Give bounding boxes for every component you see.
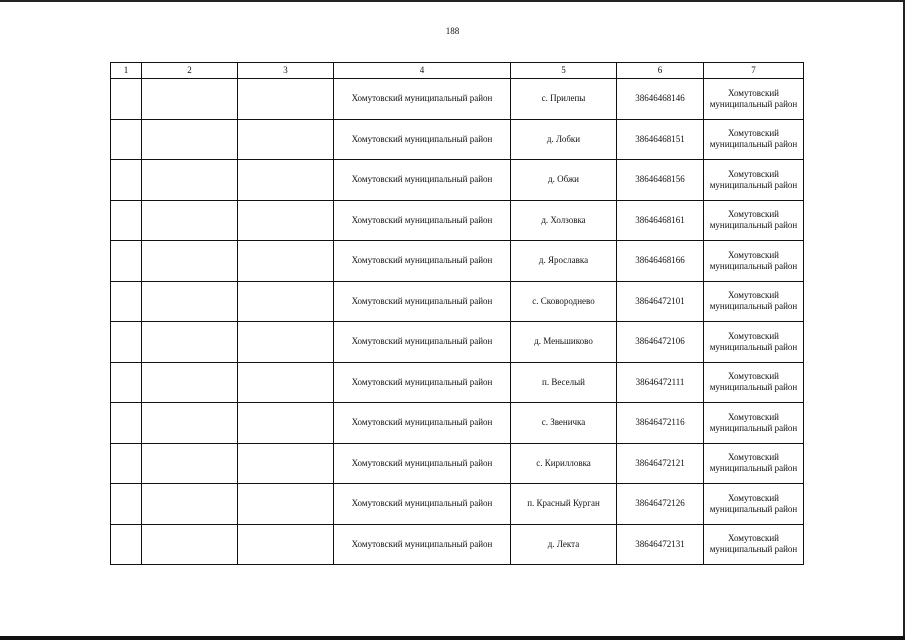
region-line-1: Хомутовский (728, 168, 779, 179)
cell-col-3 (238, 79, 334, 120)
code-cell: 38646472131 (617, 524, 704, 565)
cell-col-1 (111, 200, 142, 241)
cell-col-3 (238, 484, 334, 525)
region-line-1: Хомутовский (728, 330, 779, 341)
column-number-4: 4 (334, 63, 511, 79)
cell-col-3 (238, 524, 334, 565)
settlements-table (110, 62, 804, 565)
region-line-2: муниципальный район (709, 98, 798, 109)
region-cell (704, 484, 804, 525)
code-cell: 38646468151 (617, 119, 704, 160)
table-row (111, 200, 804, 241)
table-row (111, 322, 804, 363)
cell-col-2 (142, 403, 238, 444)
column-number-7: 7 (704, 63, 804, 79)
column-number-5: 5 (511, 63, 617, 79)
region-cell (704, 241, 804, 282)
region-line-2: муниципальный район (709, 422, 798, 433)
district-cell: Хомутовский муниципальный район (334, 200, 511, 241)
table-row (111, 403, 804, 444)
cell-col-2 (142, 119, 238, 160)
region-line-2: муниципальный район (709, 220, 798, 231)
cell-col-2 (142, 322, 238, 363)
district-cell: Хомутовский муниципальный район (334, 443, 511, 484)
region-line-2: муниципальный район (709, 544, 798, 555)
region-cell (704, 322, 804, 363)
cell-col-3 (238, 160, 334, 201)
column-number-3: 3 (238, 63, 334, 79)
cell-col-2 (142, 79, 238, 120)
region-line-2: муниципальный район (709, 463, 798, 474)
code-cell: 38646472111 (617, 362, 704, 403)
code-cell: 38646468146 (617, 79, 704, 120)
district-cell: Хомутовский муниципальный район (334, 484, 511, 525)
cell-col-3 (238, 362, 334, 403)
scan-edge-bottom (0, 636, 905, 640)
cell-col-1 (111, 281, 142, 322)
column-number-1: 1 (111, 63, 142, 79)
column-number-2: 2 (142, 63, 238, 79)
cell-col-3 (238, 403, 334, 444)
code-cell: 38646468161 (617, 200, 704, 241)
settlement-cell: с. Сковороднево (511, 281, 617, 322)
region-cell (704, 160, 804, 201)
code-cell: 38646472116 (617, 403, 704, 444)
region-cell (704, 403, 804, 444)
region-line-1: Хомутовский (728, 533, 779, 544)
region-cell (704, 79, 804, 120)
cell-col-2 (142, 160, 238, 201)
region-line-1: Хомутовский (728, 452, 779, 463)
scan-edge-top (0, 0, 905, 2)
cell-col-1 (111, 362, 142, 403)
region-cell (704, 200, 804, 241)
table-row (111, 241, 804, 282)
district-cell: Хомутовский муниципальный район (334, 119, 511, 160)
settlement-cell: д. Меньшиково (511, 322, 617, 363)
table-header (111, 63, 804, 79)
code-cell: 38646472101 (617, 281, 704, 322)
cell-col-3 (238, 241, 334, 282)
code-cell: 38646472126 (617, 484, 704, 525)
cell-col-2 (142, 281, 238, 322)
settlement-cell: с. Звеничка (511, 403, 617, 444)
region-line-1: Хомутовский (728, 128, 779, 139)
settlement-cell: с. Кирилловка (511, 443, 617, 484)
code-cell: 38646472106 (617, 322, 704, 363)
table-row (111, 443, 804, 484)
table-row (111, 484, 804, 525)
cell-col-1 (111, 160, 142, 201)
page-number: 188 (445, 26, 460, 36)
table-body (111, 79, 804, 565)
cell-col-1 (111, 524, 142, 565)
column-number-6: 6 (617, 63, 704, 79)
cell-col-3 (238, 119, 334, 160)
region-line-2: муниципальный район (709, 382, 798, 393)
cell-col-3 (238, 281, 334, 322)
region-cell (704, 281, 804, 322)
region-line-2: муниципальный район (709, 503, 798, 514)
code-cell: 38646468156 (617, 160, 704, 201)
cell-col-2 (142, 484, 238, 525)
settlement-cell: с. Прилепы (511, 79, 617, 120)
cell-col-1 (111, 79, 142, 120)
cell-col-1 (111, 443, 142, 484)
settlement-cell: д. Обжи (511, 160, 617, 201)
district-cell: Хомутовский муниципальный район (334, 79, 511, 120)
cell-col-3 (238, 443, 334, 484)
cell-col-2 (142, 200, 238, 241)
table-row (111, 281, 804, 322)
cell-col-3 (238, 322, 334, 363)
region-cell (704, 443, 804, 484)
region-line-1: Хомутовский (728, 411, 779, 422)
settlement-cell: д. Лекта (511, 524, 617, 565)
cell-col-2 (142, 241, 238, 282)
cell-col-1 (111, 403, 142, 444)
region-line-2: муниципальный район (709, 260, 798, 271)
region-line-1: Хомутовский (728, 492, 779, 503)
region-line-1: Хомутовский (728, 249, 779, 260)
table-row (111, 524, 804, 565)
district-cell: Хомутовский муниципальный район (334, 160, 511, 201)
code-cell: 38646472121 (617, 443, 704, 484)
header-row (111, 63, 804, 79)
cell-col-3 (238, 200, 334, 241)
region-line-2: муниципальный район (709, 139, 798, 150)
cell-col-2 (142, 524, 238, 565)
region-line-1: Хомутовский (728, 87, 779, 98)
region-cell (704, 362, 804, 403)
settlement-cell: п. Веселый (511, 362, 617, 403)
settlement-cell: д. Лобки (511, 119, 617, 160)
table-row (111, 160, 804, 201)
district-cell: Хомутовский муниципальный район (334, 362, 511, 403)
cell-col-1 (111, 119, 142, 160)
cell-col-1 (111, 241, 142, 282)
region-cell (704, 524, 804, 565)
region-line-2: муниципальный район (709, 179, 798, 190)
cell-col-1 (111, 484, 142, 525)
table-row (111, 362, 804, 403)
settlement-cell: д. Холзовка (511, 200, 617, 241)
district-cell: Хомутовский муниципальный район (334, 403, 511, 444)
code-cell: 38646468166 (617, 241, 704, 282)
district-cell: Хомутовский муниципальный район (334, 524, 511, 565)
region-line-1: Хомутовский (728, 371, 779, 382)
cell-col-1 (111, 322, 142, 363)
region-line-1: Хомутовский (728, 290, 779, 301)
region-line-2: муниципальный район (709, 341, 798, 352)
district-cell: Хомутовский муниципальный район (334, 322, 511, 363)
region-line-2: муниципальный район (709, 301, 798, 312)
region-line-1: Хомутовский (728, 209, 779, 220)
table-row (111, 79, 804, 120)
district-cell: Хомутовский муниципальный район (334, 281, 511, 322)
settlement-cell: п. Красный Курган (511, 484, 617, 525)
cell-col-2 (142, 443, 238, 484)
region-cell (704, 119, 804, 160)
table-row (111, 119, 804, 160)
settlement-cell: д. Ярославка (511, 241, 617, 282)
district-cell: Хомутовский муниципальный район (334, 241, 511, 282)
cell-col-2 (142, 362, 238, 403)
